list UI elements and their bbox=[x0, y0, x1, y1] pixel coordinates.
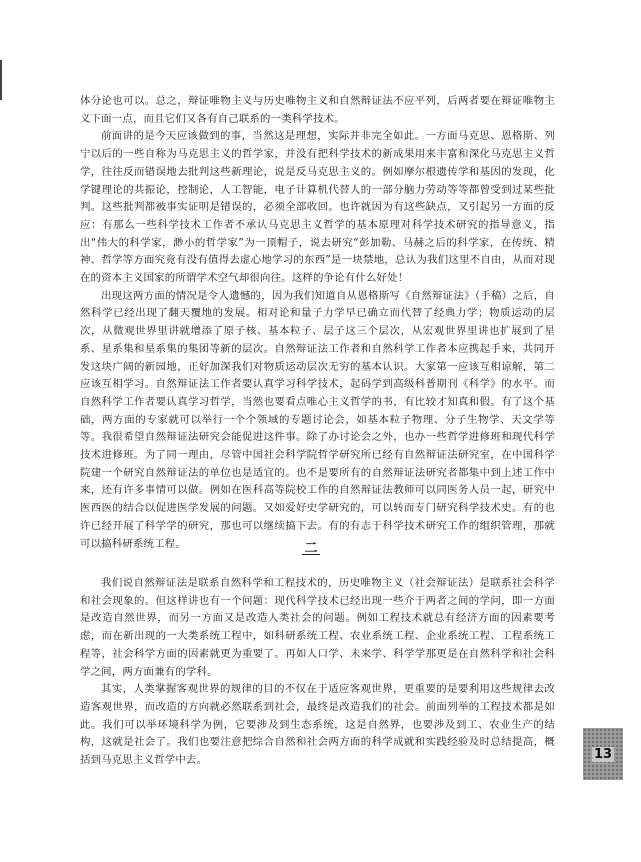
text-block-bottom bbox=[80, 575, 555, 770]
scan-edge-mark bbox=[0, 60, 2, 100]
paragraph: 前面讲的是今天应该做到的事，当然这是理想，实际并非完全如此。一方面马克思、恩格斯、列宁以后的一些自称为马克思主义的哲学家，并没有把科学技术的新成果用来丰富和深化马克思主义哲学，往往反而错误地去批判这些新理论，说是反马克思主义的。例如摩尔根遗传学和基因的发现，化学键理论的共振论，控制论，人工智能，电子计算机代替人的一部分脑力劳动等等都曾受到过某些批判。这些批判都被事实证明是错误的，必须全部收回。也许就因为有这些缺点，又引起另一方面的反应：有那么一些科学技术工作者不承认马克思主义哲学的基本原理对科学技术研究的指导意义，指出“伟大的科学家，渺小的哲学家”为一顶帽子，说去研究“彭加勒、马赫之后的科学家，在传统、精神、哲学等方面究竟有没有值得去虚心地学习的东西”是一块禁地，总认为我们这里不自由，从而对现在的资本主义国家的所谓学术空气却很向往。这样的争论有什么好处！ bbox=[80, 130, 555, 285]
text-block-top bbox=[80, 93, 555, 556]
page-number-tab bbox=[583, 728, 623, 780]
section-heading bbox=[300, 541, 322, 556]
paragraph: 出现这两方面的情况是令人遗憾的，因为我们知道自从恩格斯写《自然辩证法》（手稿）之后，自然科学已经出现了翻天覆地的发展。相对论和量子力学早已确立而代替了经典力学；物质运动的层次，从微观世界里讲就增添了原子核、基本粒子、层子这三个层次，从宏观世界里讲也扩展到了星系、星系集和星系集的集团等新的层次。自然辩证法工作者和自然科学工作者本应携起手来，共同开发这块广阔的新园地，正好加深我们对物质运动层次无穷的基本认识。大家第一应该互相谅解，第二应该互相学习。自然辩证法工作者要认真学习科学技术，起码学到高级科普期刊《科学》的水平。而自然科学工作者要认真学习哲学，当然也要看点唯心主义哲学的书，有比较才知真和假。有了这个基础，两方面的专家就可以举行一个个领域的专题讨论会，如基本粒子物理、分子生物学、天文学等等。我很希望自然辩证法研究会能促进这件事。除了办讨论会之外，也办一些哲学进修班和现代科学技术进修班。为了同一理由，尽管中国社会科学院哲学研究所已经有自然辩证法研究室，在中国科学院建一个研究自然辩证法的单位也是适宜的。也不是要所有的自然辩证法研究者都集中到上述工作中来，还有许多事情可以做。例如在医科高等院校工作的自然辩证法教师可以同医务人员一起，研究中医西医的结合以促进医学发展的问题。又如爱好史学研究的，可以转而专门研究科学技术史。有的也许已经开展了科学学的研究，那也可以继续搞下去。有的有志于科学技术研究工作的组织管理，那就可以搞科研系统工程。 bbox=[80, 289, 555, 550]
page-number: 13 bbox=[593, 746, 613, 762]
paragraph: 其实，人类掌握客观世界的规律的目的不仅在于适应客观世界，更重要的是要利用这些规律去改造客观世界，而改造的方向就必然联系到社会，最终是改造我们的社会。前面列举的工程技术都是如此。我们可以举环境科学为例，它要涉及到生态系统，这是自然界，也要涉及到工、农业生产的结构，这就是社会了。我们也要注意把综合自然和社会两方面的科学成就和实践经验及时总结提高，概括到马克思主义哲学中去。 bbox=[80, 683, 555, 767]
section-number: 二 bbox=[304, 541, 318, 556]
paragraph: 我们说自然辩证法是联系自然科学和工程技术的，历史唯物主义（社会辩证法）是联系社会科学和社会现象的。但这样讲也有一个问题：现代科学技术已经出现一些介于两者之间的学问，即一方面是改造自然世界，而另一方面又是改造人类社会的问题。例如工程技术就总有经济方面的因素要考虑，而在新出现的一大类系统工程中，如科研系统工程、农业系统工程、企业系统工程、工程系统工程等，社会科学方面的因素就更为重要了。再如人口学、未来学、科学学那更是在自然科学和社会科学之间，两方面兼有的学科。 bbox=[80, 577, 555, 678]
paragraph: 体分论也可以。总之，辩证唯物主义与历史唯物主义和自然辩证法不应平列，后两者要在辩证唯物主义下面一点，而且它们又各有自己联系的一类科学技术。 bbox=[80, 95, 555, 125]
